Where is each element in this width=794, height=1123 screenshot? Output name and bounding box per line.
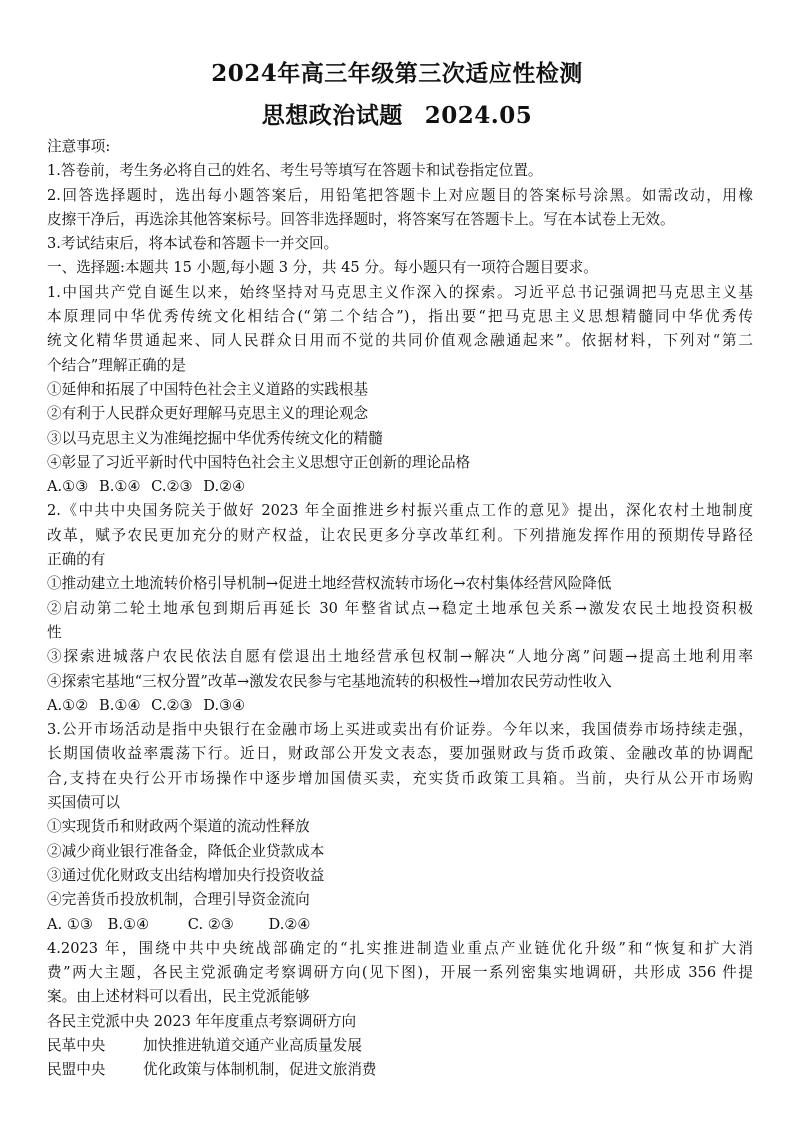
option-a: A.①② [47, 696, 89, 714]
option-d: D.②④ [268, 915, 311, 933]
option-b: B.①④ [107, 915, 150, 933]
question-item: ③探索进城落户农民依法自愿有偿退出土地经营承包权制→解决“人地分离”问题→提高土地利用率 [47, 648, 753, 666]
question-item: ③以马克思主义为准绳挖掘中华优秀传统文化的精髓 [47, 429, 383, 447]
option-c: C.②③ [151, 696, 193, 714]
table-title: 各民主党派中央 2023 年年度重点考察调研方向 [47, 1012, 357, 1030]
question-4 [47, 937, 753, 1083]
question-item: ①推动建立土地流转价格引导机制→促进土地经营权流转市场化→农村集体经营风险降低 [47, 575, 612, 593]
notice-heading: 注意事项: [47, 138, 111, 155]
notice-line: 2.回答选择题时，选出每小题答案后，用铅笔把答题卡上对应题目的答案标号涂黑。如需改动，用橡 [47, 186, 753, 204]
question-stem-line: 1.中国共产党自诞生以来，始终坚持对马克思主义作深入的探索。习近平总书记强调把马克思主义基 [47, 283, 753, 301]
question-stem-line: 3.公开市场活动是指中央银行在金融市场上买进或卖出有价证券。今年以来，我国债券市场持续走强， [47, 721, 753, 739]
answer-options [47, 913, 753, 937]
option-c: C.②③ [151, 478, 193, 496]
party-name: 民革中央 [47, 1036, 106, 1054]
notice-line: 3.考试结束后，将本试卷和答题卡一并交回。 [47, 235, 339, 253]
question-stem-line: 费”两大主题，各民主党派确定考察调研方向(见下图)，开展一系列密集实地调研，共形成 356 件提 [47, 964, 754, 982]
option-d: D.②④ [203, 478, 246, 496]
section-heading: 一、选择题:本题共 15 小题,每小题 3 分，共 45 分。每小题只有一项符合题目要求。 [47, 259, 598, 277]
question-3 [47, 718, 753, 937]
research-direction: 加快推进轨道交通产业高质量发展 [143, 1036, 362, 1054]
subject-title: 思想政治试题 [261, 102, 403, 129]
exam-subtitle [0, 97, 794, 130]
option-b: B.①④ [99, 478, 141, 496]
research-direction: 优化政策与体制机制，促进文旅消费 [143, 1061, 377, 1079]
answer-options [47, 694, 753, 718]
question-item: ①实现货币和财政两个渠道的流动性释放 [47, 818, 310, 836]
answer-options [47, 475, 753, 499]
notice-line: 1.答卷前，考生务必将自己的姓名、考生号等填写在答题卡和试卷指定位置。 [47, 162, 543, 180]
notice-line: 皮擦干净后，再选涂其他答案标号。回答非选择题时，将答案写在答题卡上。写在本试卷上无效。 [47, 210, 675, 228]
option-a: A.①③ [47, 478, 89, 496]
question-stem-line: 买国债可以 [47, 794, 120, 812]
table-row [47, 1034, 753, 1058]
question-item: ④完善货币投放机制，合理引导资金流向 [47, 891, 310, 909]
question-stem-line: 长期国债收益率震荡下行。近日，财政部公开发文表态，要加强财政与货币政策、金融改革的协调配 [47, 745, 753, 763]
question-1 [47, 281, 753, 500]
party-name: 民盟中央 [47, 1061, 106, 1079]
question-item: ④彰显了习近平新时代中国特色社会主义思想守正创新的理论品格 [47, 453, 471, 471]
question-item: ②减少商业银行准备金，降低企业贷款成本 [47, 842, 325, 860]
exam-body [47, 135, 753, 1083]
question-stem-line: 本原理同中华优秀传统文化相结合(“第二个结合”)，指出要“把马克思主义思想精髓同中华优秀传 [47, 308, 753, 326]
question-item: 性 [47, 623, 62, 641]
question-item: ①延伸和拓展了中国特色社会主义道路的实践根基 [47, 380, 369, 398]
question-2 [47, 499, 753, 718]
question-stem-line: 2.《中共中央国务院关于做好 2023 年全面推进乡村振兴重点工作的意见》提出，深化农村土地制度 [47, 502, 753, 520]
option-d: D.③④ [203, 696, 246, 714]
question-item: ②启动第二轮土地承包到期后再延长 30 年整省试点→稳定土地承包关系→激发农民土地投资积极 [47, 599, 753, 617]
question-item: ②有利于人民群众更好理解马克思主义的理论观念 [47, 405, 369, 423]
table-row [47, 1058, 753, 1082]
question-item: ③通过优化财政支出结构增加央行投资收益 [47, 866, 325, 884]
question-stem-line: 4.2023 年，围绕中共中央统战部确定的“扎实推进制造业重点产业链优化升级”和“恢复和扩大消 [47, 939, 753, 957]
question-stem-line: 正确的有 [47, 551, 106, 569]
question-stem-line: 案。由上述材料可以看出，民主党派能够 [47, 988, 310, 1006]
question-stem-line: 个结合”理解正确的是 [47, 356, 186, 374]
question-stem-line: 改革，赋予农民更加充分的财产权益，让农民更多分享改革红利。下列措施发挥作用的预期传导路径 [47, 526, 753, 544]
exam-date: 2024.05 [424, 102, 533, 129]
option-a: A. ①③ [47, 915, 93, 933]
option-b: B.①④ [99, 696, 141, 714]
question-stem-line: 统文化精华贯通起来、同人民群众日用而不觉的共同价值观念融通起来”。依据材料，下列对“第二 [47, 332, 753, 350]
option-c: C. ②③ [187, 915, 234, 933]
exam-title: 2024年高三年级第三次适应性检测 [211, 60, 583, 87]
question-stem-line: 合,支持在央行公开市场操作中逐步增加国债买卖，充实货币政策工具箱。当前，央行从公开市场购 [47, 769, 753, 787]
question-item: ④探索宅基地“三权分置”改革→激发农民参与宅基地流转的积极性→增加农民劳动性收入 [47, 672, 612, 690]
